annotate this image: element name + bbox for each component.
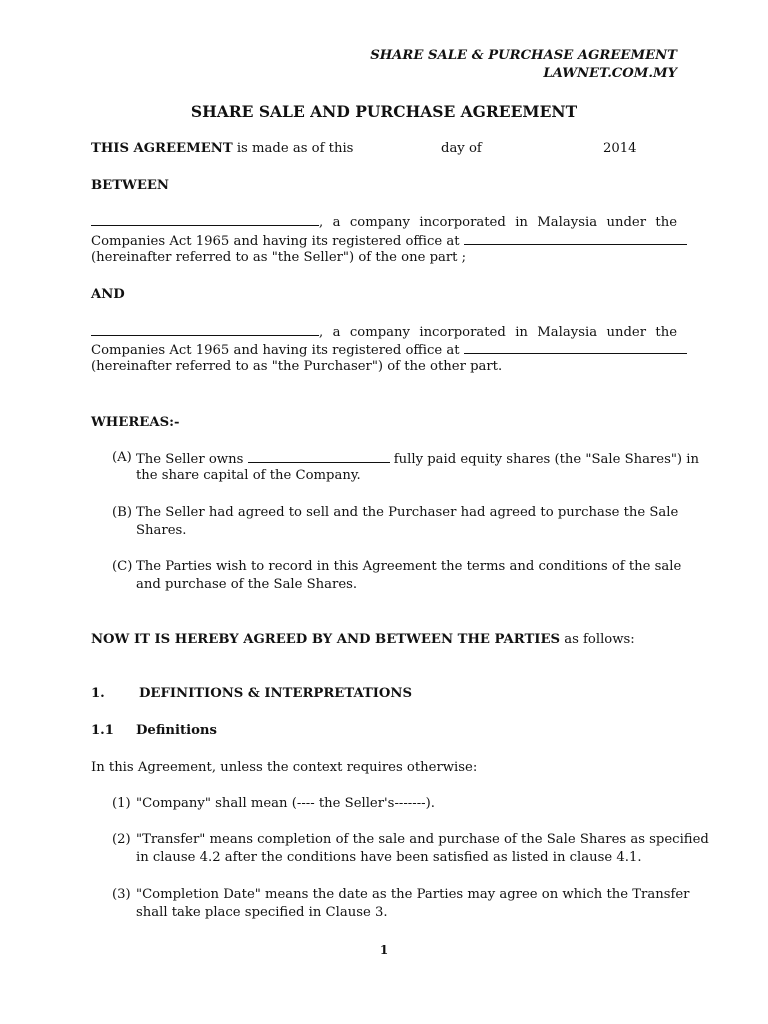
definition-2-line-1: "Transfer" means completion of the sale and purchase of the Sale Shares as specified: [136, 832, 709, 847]
recital-label: (C): [112, 559, 133, 574]
section-number: 1.: [91, 686, 105, 701]
recital-c-line-1: The Parties wish to record in this Agreement the terms and conditions of the sale: [136, 559, 682, 574]
purchaser-name-blank: [91, 322, 319, 336]
purchaser-line-2-text: Companies Act 1965 and having its registered office at: [91, 343, 460, 358]
between-heading: BETWEEN: [91, 178, 169, 193]
definition-label: (3): [112, 887, 131, 902]
seller-line-2: [91, 231, 687, 251]
recital-label: (A): [112, 450, 132, 465]
seller-line-1-text: , a company incorporated in Malaysia under the: [319, 215, 677, 230]
seller-address-blank: [464, 231, 687, 245]
recital-label: (B): [112, 505, 132, 520]
seller-line-3: (hereinafter referred to as "the Seller") of the one part ;: [91, 250, 467, 265]
purchaser-line-1: [91, 322, 677, 342]
agreement-clause-text: as follows:: [564, 632, 635, 647]
header-line-2: LAWNET.COM.MY: [543, 66, 677, 81]
running-header: [370, 47, 677, 83]
preamble: [91, 140, 353, 158]
purchaser-line-2: [91, 340, 687, 360]
whereas-heading: WHEREAS:-: [91, 415, 180, 430]
purchaser-line-1-text: , a company incorporated in Malaysia under the: [319, 325, 677, 340]
page-number: 1: [379, 943, 389, 957]
document-title: SHARE SALE AND PURCHASE AGREEMENT: [190, 102, 578, 121]
recital-c-line-2: and purchase of the Sale Shares.: [136, 577, 358, 592]
header-line-1: SHARE SALE & PURCHASE AGREEMENT: [370, 48, 677, 63]
purchaser-line-3: (hereinafter referred to as "the Purchaser") of the other part.: [91, 359, 503, 374]
definition-label: (2): [112, 832, 131, 847]
agreement-clause-bold: NOW IT IS HEREBY AGREED BY AND BETWEEN THE PARTIES: [91, 632, 561, 647]
and-heading: AND: [91, 287, 125, 302]
definition-3-line-2: shall take place specified in Clause 3.: [136, 905, 388, 920]
definitions-intro: In this Agreement, unless the context requires otherwise:: [91, 760, 478, 775]
recital-b-line-2: Shares.: [136, 523, 187, 538]
recital-a-post: fully paid equity shares (the "Sale Shares") in: [393, 452, 699, 467]
subsection-title: Definitions: [136, 723, 217, 738]
preamble-text: is made as of this: [236, 141, 354, 156]
share-count-blank: [248, 449, 390, 463]
seller-line-1: [91, 212, 677, 232]
seller-name-blank: [91, 212, 319, 226]
subsection-number: 1.1: [91, 723, 114, 738]
definition-1-line-1: "Company" shall mean (---- the Seller's-------).: [136, 796, 435, 811]
definition-3-line-1: "Completion Date" means the date as the Parties may agree on which the Transfer: [136, 887, 690, 902]
preamble-bold: THIS AGREEMENT: [91, 141, 233, 156]
recital-b-line-1: The Seller had agreed to sell and the Purchaser had agreed to purchase the Sale: [136, 505, 679, 520]
seller-line-2-text: Companies Act 1965 and having its registered office at: [91, 234, 460, 249]
preamble-day-label: day of: [441, 141, 482, 156]
section-title: DEFINITIONS & INTERPRETATIONS: [139, 686, 413, 701]
definition-2-line-2: in clause 4.2 after the conditions have been satisfied as listed in clause 4.1.: [136, 850, 642, 865]
recital-a-line-1: [136, 449, 699, 469]
purchaser-address-blank: [464, 340, 687, 354]
definition-label: (1): [112, 796, 131, 811]
recital-a-pre: The Seller owns: [136, 452, 244, 467]
preamble-year: 2014: [603, 141, 637, 156]
recital-a-line-2: the share capital of the Company.: [136, 468, 361, 483]
agreement-clause: [91, 631, 635, 649]
